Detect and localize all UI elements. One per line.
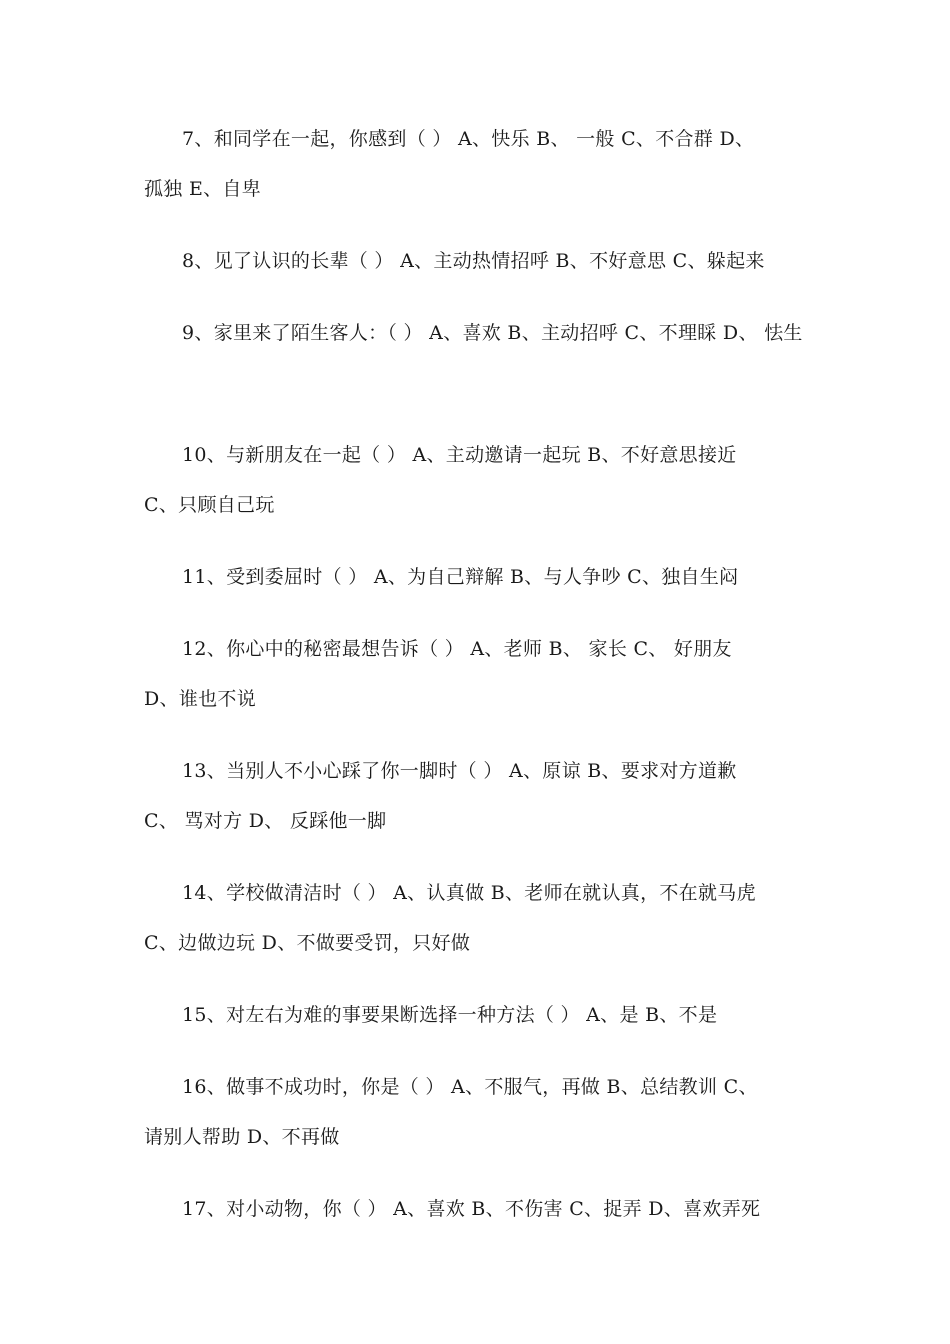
- question-line: C、 骂对方 D、 反踩他一脚: [144, 810, 387, 832]
- question-line: 13、当别人不小心踩了你一脚时（ ） A、原谅 B、要求对方道歉: [182, 760, 737, 782]
- question-9: [144, 308, 814, 358]
- question-11: [144, 552, 814, 602]
- question-line: 9、家里来了陌生客人：（ ） A、喜欢 B、主动招呼 C、不理睬 D、: [182, 322, 758, 344]
- question-line: 10、与新朋友在一起（ ） A、主动邀请一起玩 B、不好意思接近: [182, 444, 737, 466]
- question-13: [144, 746, 814, 846]
- question-15: [144, 990, 814, 1040]
- question-14: [144, 868, 814, 968]
- question-8: [144, 236, 814, 286]
- question-17: [144, 1184, 814, 1234]
- question-line: 孤独 E、自卑: [144, 178, 262, 200]
- question-line: 12、你心中的秘密最想告诉（ ） A、老师 B、 家长 C、 好朋友: [182, 638, 732, 660]
- question-12: [144, 624, 814, 724]
- question-line: 8、见了认识的长辈（ ） A、主动热情招呼 B、不好意思 C、躲起来: [182, 250, 765, 272]
- question-10: [144, 430, 814, 530]
- question-line: D、谁也不说: [144, 688, 257, 710]
- question-line: 16、做事不成功时，你是（ ） A、不服气，再做 B、总结教训 C、: [182, 1076, 758, 1098]
- question-line: 17、对小动物，你（ ） A、喜欢 B、不伤害 C、捉弄 D、喜欢弄死: [182, 1198, 761, 1220]
- question-line: C、只顾自己玩: [144, 494, 275, 516]
- question-16: [144, 1062, 814, 1162]
- question-line: 7、和同学在一起，你感到（ ） A、快乐 B、 一般 C、不合群 D、: [182, 128, 755, 150]
- question-line: 请别人帮助 D、不再做: [144, 1126, 340, 1148]
- question-line: 11、受到委屈时（ ） A、为自己辩解 B、与人争吵 C、独自生闷: [182, 566, 739, 588]
- question-line: 怯生: [764, 322, 803, 344]
- question-line: C、边做边玩 D、不做要受罚，只好做: [144, 932, 471, 954]
- question-line: 15、对左右为难的事要果断选择一种方法（ ） A、是 B、不是: [182, 1004, 718, 1026]
- question-7: [144, 114, 814, 214]
- question-line: 14、学校做清洁时（ ） A、认真做 B、老师在就认真，不在就马虎: [182, 882, 756, 904]
